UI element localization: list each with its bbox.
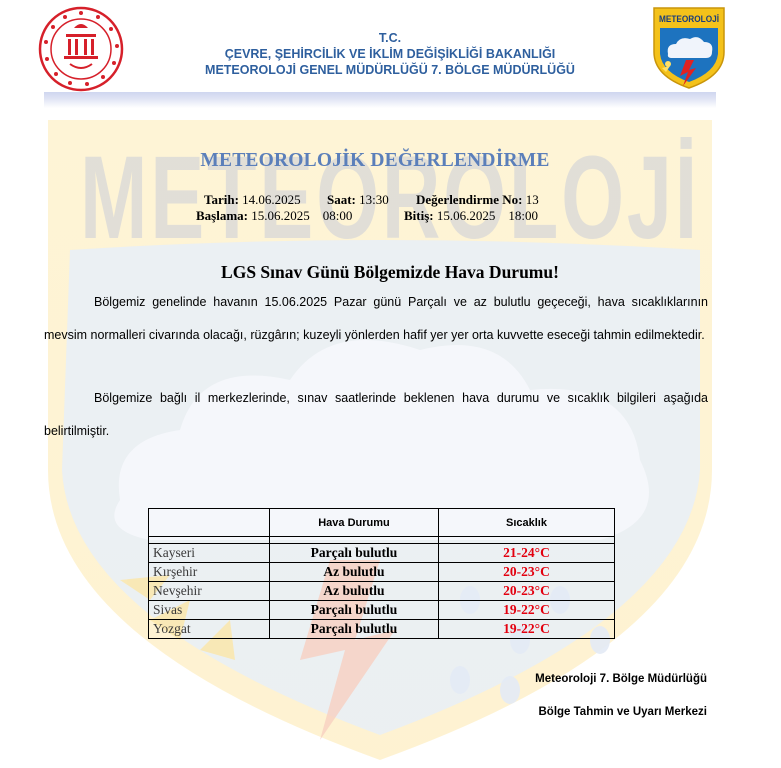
ministry-seal-icon	[38, 6, 124, 92]
table-cell-temperature: 19-22°C	[439, 601, 615, 620]
header-divider-band	[44, 92, 716, 108]
meta-date-value: 14.06.2025	[242, 192, 301, 207]
meta-end-label: Bitiş:	[404, 208, 434, 223]
table-row	[149, 620, 615, 639]
table-header-city	[149, 509, 270, 537]
table-cell-city: Yozgat	[149, 620, 270, 639]
table-cell-city: Sivas	[149, 601, 270, 620]
meteoroloji-logo-icon	[652, 6, 726, 90]
table-row	[149, 582, 615, 601]
table-row	[149, 563, 615, 582]
meteoroloji-logo-text: METEOROLOJİ	[659, 14, 719, 24]
meta-start	[196, 208, 352, 224]
table-header-condition: Hava Durumu	[270, 509, 439, 537]
header-line-ministry: ÇEVRE, ŞEHİRCİLİK VE İKLİM DEĞİŞİKLİĞİ BAKANLIĞI	[224, 47, 556, 61]
header-line-directorate: METEOROLOJİ GENEL MÜDÜRLÜĞÜ 7. BÖLGE MÜDÜRLÜĞÜ	[205, 63, 575, 77]
paragraph-general-forecast	[44, 286, 708, 352]
meta-time	[327, 192, 389, 208]
meta-time-label: Saat:	[327, 192, 356, 207]
table-header-row	[149, 509, 615, 537]
meta-eval-no-label: Değerlendirme No:	[416, 192, 523, 207]
table-cell-condition: Az bulutlu	[270, 563, 439, 582]
meta-start-label: Başlama:	[196, 208, 248, 223]
meta-time-value: 13:30	[359, 192, 389, 207]
header-line-tc: T.C.	[378, 31, 402, 45]
table-cell-temperature: 19-22°C	[439, 620, 615, 639]
table-spacer-row	[149, 537, 615, 544]
signature-center: Bölge Tahmin ve Uyarı Merkezi	[538, 706, 707, 718]
table-cell-city: Kırşehir	[149, 563, 270, 582]
table-row	[149, 544, 615, 563]
paragraph-exam-info	[44, 382, 708, 448]
meta-start-value: 15.06.2025 08:00	[251, 208, 353, 223]
document-header	[0, 0, 781, 110]
document-title: METEOROLOJİK DEĞERLENDİRME	[200, 150, 550, 171]
table-cell-city: Kayseri	[149, 544, 270, 563]
meta-date	[204, 192, 301, 208]
table-cell-condition: Az bulutlu	[270, 582, 439, 601]
paragraph-general-forecast-text: Bölgemiz genelinde havanın 15.06.2025 Pazar günü Parçalı ve az bulutlu geçeceği, hava sıcaklıklarının mevsim normalleri civarında olacağı, rüzgârın; kuzeyli yönlerden hafif yer yer orta kuvvette eseceği tahmin edilmektedir.	[44, 295, 708, 342]
meta-end	[404, 208, 538, 224]
table-cell-condition: Parçalı bulutlu	[270, 620, 439, 639]
table-cell-condition: Parçalı bulutlu	[270, 601, 439, 620]
document-subtitle: LGS Sınav Günü Bölgemizde Hava Durumu!	[221, 262, 559, 282]
weather-table	[148, 508, 615, 639]
meta-date-label: Tarih:	[204, 192, 239, 207]
table-cell-temperature: 21-24°C	[439, 544, 615, 563]
table-cell-condition: Parçalı bulutlu	[270, 544, 439, 563]
table-header-temperature: Sıcaklık	[439, 509, 615, 537]
signature-directorate: Meteoroloji 7. Bölge Müdürlüğü	[535, 673, 707, 685]
watermark-text: METEOROLOJİ	[80, 132, 700, 264]
table-cell-temperature: 20-23°C	[439, 563, 615, 582]
table-cell-temperature: 20-23°C	[439, 582, 615, 601]
table-row	[149, 601, 615, 620]
paragraph-exam-info-text: Bölgemize bağlı il merkezlerinde, sınav saatlerinde beklenen hava durumu ve sıcaklık bilgileri aşağıda belirtilmiştir.	[44, 391, 708, 438]
table-cell-city: Nevşehir	[149, 582, 270, 601]
meta-eval-no	[416, 192, 539, 208]
meta-end-value: 15.06.2025 18:00	[436, 208, 538, 223]
meta-eval-no-value: 13	[525, 192, 539, 207]
